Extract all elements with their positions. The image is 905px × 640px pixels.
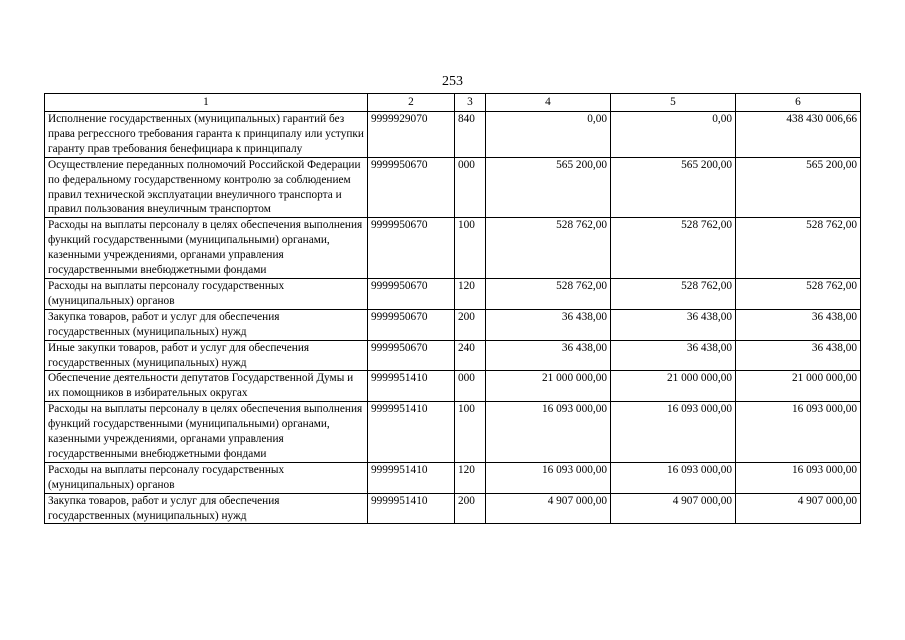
- row-value-6-cell: 16 093 000,00: [736, 462, 861, 493]
- row-value-4-cell: 36 438,00: [486, 340, 611, 371]
- row-value-4-cell: 4 907 000,00: [486, 493, 611, 524]
- page-number: 253: [442, 74, 463, 89]
- row-code-cell: 9999951410: [368, 371, 455, 402]
- row-name-cell: Расходы на выплаты персоналу государственных (муниципальных) органов: [45, 278, 368, 309]
- row-value-5-cell: 21 000 000,00: [611, 371, 736, 402]
- table-row: [45, 157, 861, 218]
- row-name-cell: Обеспечение деятельности депутатов Государственной Думы и их помощников в избирательных округах: [45, 371, 368, 402]
- row-name-cell: Исполнение государственных (муниципальных) гарантий без права регрессного требования гаранта к принципалу или уступки гаранту прав требования бенефициара к принципалу: [45, 112, 368, 158]
- table-row: [45, 278, 861, 309]
- row-value-6-cell: 36 438,00: [736, 340, 861, 371]
- column-header-1: 1: [45, 94, 368, 112]
- row-value-6-cell: 528 762,00: [736, 278, 861, 309]
- row-type-cell: 000: [455, 157, 486, 218]
- row-type-cell: 000: [455, 371, 486, 402]
- row-value-5-cell: 16 093 000,00: [611, 402, 736, 463]
- row-value-6-cell: 528 762,00: [736, 218, 861, 279]
- table-row: [45, 340, 861, 371]
- row-value-6-cell: 4 907 000,00: [736, 493, 861, 524]
- row-type-cell: 100: [455, 402, 486, 463]
- row-type-cell: 200: [455, 309, 486, 340]
- row-value-4-cell: 16 093 000,00: [486, 402, 611, 463]
- row-value-5-cell: 4 907 000,00: [611, 493, 736, 524]
- row-value-6-cell: 565 200,00: [736, 157, 861, 218]
- row-value-5-cell: 528 762,00: [611, 218, 736, 279]
- row-code-cell: 9999950670: [368, 309, 455, 340]
- row-code-cell: 9999950670: [368, 157, 455, 218]
- row-value-4-cell: 528 762,00: [486, 278, 611, 309]
- column-header-3: 3: [455, 94, 486, 112]
- row-value-4-cell: 16 093 000,00: [486, 462, 611, 493]
- row-code-cell: 9999950670: [368, 218, 455, 279]
- row-value-6-cell: 21 000 000,00: [736, 371, 861, 402]
- column-header-2: 2: [368, 94, 455, 112]
- row-type-cell: 840: [455, 112, 486, 158]
- row-type-cell: 120: [455, 278, 486, 309]
- row-value-5-cell: 36 438,00: [611, 340, 736, 371]
- row-value-5-cell: 0,00: [611, 112, 736, 158]
- row-value-6-cell: 438 430 006,66: [736, 112, 861, 158]
- row-type-cell: 100: [455, 218, 486, 279]
- row-value-5-cell: 16 093 000,00: [611, 462, 736, 493]
- row-type-cell: 200: [455, 493, 486, 524]
- table-row: [45, 309, 861, 340]
- row-value-6-cell: 36 438,00: [736, 309, 861, 340]
- row-value-5-cell: 565 200,00: [611, 157, 736, 218]
- table-row: [45, 493, 861, 524]
- budget-table: [44, 93, 861, 524]
- table-row: [45, 462, 861, 493]
- row-code-cell: 9999951410: [368, 402, 455, 463]
- row-value-4-cell: 21 000 000,00: [486, 371, 611, 402]
- row-name-cell: Иные закупки товаров, работ и услуг для обеспечения государственных (муниципальных) нужд: [45, 340, 368, 371]
- row-name-cell: Осуществление переданных полномочий Российской Федерации по федеральному государственному контролю за соблюдением правил технической эксплуатации внеуличного транспорта и правил пользования внеуличным транспортом: [45, 157, 368, 218]
- table-row: [45, 218, 861, 279]
- row-value-4-cell: 565 200,00: [486, 157, 611, 218]
- row-value-4-cell: 0,00: [486, 112, 611, 158]
- row-value-6-cell: 16 093 000,00: [736, 402, 861, 463]
- row-value-4-cell: 36 438,00: [486, 309, 611, 340]
- row-type-cell: 120: [455, 462, 486, 493]
- row-value-5-cell: 528 762,00: [611, 278, 736, 309]
- row-name-cell: Расходы на выплаты персоналу государственных (муниципальных) органов: [45, 462, 368, 493]
- table-body: [45, 112, 861, 524]
- row-code-cell: 9999950670: [368, 340, 455, 371]
- row-value-4-cell: 528 762,00: [486, 218, 611, 279]
- row-name-cell: Расходы на выплаты персоналу в целях обеспечения выполнения функций государственными (муниципальными) органами, казенными учреждениями, органами управления государственными внебюджетными фондами: [45, 218, 368, 279]
- column-header-4: 4: [486, 94, 611, 112]
- row-code-cell: 9999951410: [368, 493, 455, 524]
- column-header-6: 6: [736, 94, 861, 112]
- row-code-cell: 9999929070: [368, 112, 455, 158]
- table-header-row: [45, 94, 861, 112]
- row-name-cell: Закупка товаров, работ и услуг для обеспечения государственных (муниципальных) нужд: [45, 493, 368, 524]
- row-name-cell: Расходы на выплаты персоналу в целях обеспечения выполнения функций государственными (муниципальными) органами, казенными учреждениями, органами управления государственными внебюджетными фондами: [45, 402, 368, 463]
- table-row: [45, 112, 861, 158]
- row-type-cell: 240: [455, 340, 486, 371]
- table-row: [45, 402, 861, 463]
- row-name-cell: Закупка товаров, работ и услуг для обеспечения государственных (муниципальных) нужд: [45, 309, 368, 340]
- table-row: [45, 371, 861, 402]
- column-header-5: 5: [611, 94, 736, 112]
- row-code-cell: 9999951410: [368, 462, 455, 493]
- row-code-cell: 9999950670: [368, 278, 455, 309]
- row-value-5-cell: 36 438,00: [611, 309, 736, 340]
